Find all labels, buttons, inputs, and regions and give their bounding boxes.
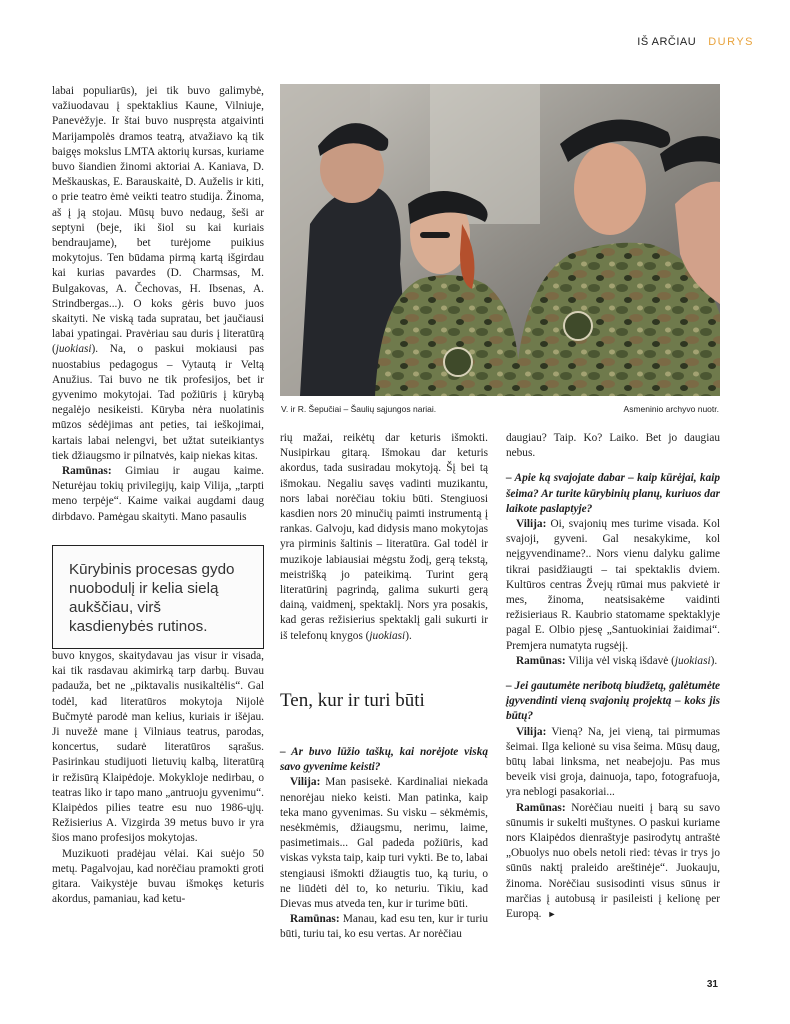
text-run: Manau, kad esu ten, kur ir turiu būti, turiu tai, ko esu vertas. Ar norėčiau bbox=[280, 913, 488, 941]
speaker-name: Ramūnas: bbox=[290, 913, 340, 926]
speaker-name: Ramūnas: bbox=[516, 801, 566, 814]
column-1-top bbox=[52, 84, 264, 525]
text-run: Man pasisekė. Kardinaliai niekada nenorėjau nieko keisti. Man patinka, kaip teka mano gyvenimas. Su visku – sėkmėmis, nesėkmėmis, džiaugsmu, nerimu, laime, pasimetimais... Gal padeda požiūris, kad viskas vyksta taip, kaip turi vykti. Be to, labai stengiausi išmokti džiaugtis tuo, ką turiu, o ne liūdėti dėl to, ko neturiu. Tikiu, kad Dievas mus atveda ten, kur ir turime būti. bbox=[280, 776, 488, 911]
speaker-name: Vilija: bbox=[516, 725, 547, 738]
column-1-bottom bbox=[52, 649, 264, 907]
italic-aside: juokiasi bbox=[55, 343, 92, 356]
italic-aside: juokiasi bbox=[369, 629, 406, 642]
photo-credit: Asmeninio archyvo nuotr. bbox=[623, 404, 719, 414]
speaker-name: Ramūnas: bbox=[516, 654, 566, 667]
speaker-name: Ramūnas: bbox=[62, 465, 112, 478]
spacer bbox=[506, 669, 720, 679]
paragraph bbox=[280, 775, 488, 912]
text-run: Vilija vėl viską išdavė ( bbox=[565, 654, 675, 667]
interview-question: – Apie ką svajojate dabar – kaip kūrėjai, kaip šeima? Ar turite kūrybinių planų, kuriuos dar laikote paslaptyje? bbox=[506, 472, 720, 515]
paragraph bbox=[52, 84, 264, 464]
interview-question: – Ar buvo lūžio taškų, kai norėjote viską savo gyvenime keisti? bbox=[280, 746, 488, 774]
page-header bbox=[637, 36, 754, 48]
column-2-top bbox=[280, 431, 488, 644]
interview-question: – Jei gautumėte neribotą biudžetą, galėtumėte įgyvendinti vieną svajonių projektą – koks jis būtų? bbox=[506, 680, 721, 723]
italic-aside: juokiasi bbox=[674, 654, 711, 667]
photo-illustration bbox=[280, 84, 720, 396]
page-number: 31 bbox=[706, 979, 718, 990]
paragraph bbox=[506, 517, 720, 654]
paragraph: buvo knygos, skaitydavau jas visur ir visada, kai tik rasdavau akimirką tarp darbų. Buvau padauža, bet ne „piktavalis nusikaltėlis“. Gal todėl, kad literatūros mokytoja Nijolė Bučmytė parodė man kelius, kuriais ir išėjau. Ji nuvežė mane į Vilniaus teatrus, parodas, koncertus, sudarė literatūros sąrašus. Pasirinkau studijuoti lietuvių kalbą, literatūrą ir režisūrą Klaipėdoje. Mokykloje nedirbau, o teatras liko ir tapo mano „antruoju gyvenimu“. Klaipėdos pilies teatre esu nuo 1986-ųjų. Režisierius A. Vizgirda 39 metus buvo ir yra šios mano profesijos mokytojas. bbox=[52, 650, 264, 845]
spacer bbox=[506, 461, 720, 471]
paragraph bbox=[506, 801, 720, 923]
paragraph bbox=[52, 464, 264, 525]
column-3 bbox=[506, 431, 720, 922]
text-run: ). bbox=[710, 654, 718, 667]
paragraph: daugiau? Taip. Ko? Laiko. Bet jo daugiau nebus. bbox=[506, 432, 720, 460]
paragraph bbox=[506, 654, 720, 669]
text-run: labai populiarūs), jei tik buvo galimybė, važiuodavau į spektaklius Kaune, Vilniuje, Panevėžyje. Ir štai buvo nuspręsta atgaivinti Marijampolės dramos teatrą, atvažiavo ką tik baigęs mokslus LMTA aktorių kursas, kuriame buvo šiandien žinomi aktoriai A. Kaniava, D. Meškauskas, E. Barauskaitė, D. Auželis ir kiti, o prie teatro ėmė veikti teatro studija. Žinoma, aš į ją stojau. Mūsų buvo nedaug, šeši ar septyni (beje, iki šiol su kai kuriais bendraujame), bet turėjome puikius mokytojus. Ten būdama pirmą kartą išgirdau kai kurias pavardes (D. Charmsas, M. Bulgakovas, A. Čechovas, H. Ibsenas, A. Strindbergas...). O koks gėris buvo juos skaityti. Ne viską tada supratau, bet jaučiausi labai ypatingai. Pravėriau sau duris į literatūrą ( bbox=[52, 85, 264, 356]
pull-quote: Kūrybinis procesas gydo nuobodulį ir kelia sielą aukščiau, virš kasdienybės rutinos. bbox=[52, 545, 264, 649]
text-run: rių mažai, reikėtų dar keturis išmokti. Nusipirkau gitarą. Išmokau dar keturis akordus, tada susiradau mokytoją. Šį bei tą išmokau. Negaliu savęs vadinti muzikantu, nors labai norėčiau tokiu būti. Stengiuosi kasdien nors 20 minučių paimti instrumentą į rankas. Galvoju, kad didysis mano mokytojas yra pirminis šaltinis – literatūra. Gal todėl ir muzikoje labiausiai mėgstu žodį, gerą tekstą, meistrišką jo pateikimą. Turint gerą literatūrinį pagrindą, galima sukurti gerą dainą, vaidmenį, spektaklį. Nors yra posakis, kad geras režisierius spektaklį gali sukurti ir iš telefonų knygos ( bbox=[280, 432, 488, 642]
section-subheading: Ten, kur ir turi būti bbox=[280, 690, 425, 711]
speaker-name: Vilija: bbox=[290, 776, 321, 789]
paragraph: Muzikuoti pradėjau vėlai. Kai suėjo 50 metų. Pagalvojau, kad norėčiau pramokti groti gitara. Vaikystėje buvau išmokęs keturis akordus, pamaniau, kad ketu- bbox=[52, 847, 264, 906]
article-photo bbox=[280, 84, 720, 396]
speaker-name: Vilija: bbox=[516, 518, 547, 531]
text-run: ). bbox=[405, 629, 412, 642]
paragraph bbox=[280, 912, 488, 942]
text-run: ). Na, o paskui mokiausi pas nuostabius pedagogus – Vytautą ir Veltą Anužius. Tai buvo ne tik profesijos, bet ir gyvenimo mokytojai. Tad požiūris į kūrybą negalėjo nesikeisti. Kūryba nėra nuolatinis mūzos sėdėjimas ant peties, tai ieškojimai, kartais labai nelengvi, bet užtat suteikiantys tiek džiaugsmo ir pilnatvės, kaip niekas kitas. bbox=[52, 343, 264, 462]
text-run: Norėčiau nueiti į barą su savo sūnumis ir sukelti muštynes. O paskui kuriame nors Klaipėdos dienraštyje pasirodytų antraštė „Obuolys nuo obels netoli ried: tėvas ir trys jo sūnūs naktį praleido areštinėje“. Juokauju, žinoma. Norėčiau susisodinti visus sūnus ir marčias į autobusą ir pasileisti į kelionę per Europą. bbox=[506, 801, 720, 921]
text-run: Vieną? Na, jei vieną, tai pirmumas šeimai. Ilga kelionė su visa šeima. Mūsų daug, būtų labai linksma, net neabejoju. Pas mus beveik visi groja, dainuoja, tapo, fotografuoja, yra neblogi pasakoriai... bbox=[506, 725, 720, 799]
text-run: Gimiau ir augau kaime. Neturėjau tokių privilegijų, kaip Vilija, „tarpti meno terpėje“. Kaime vaikai augdami daug dirbdavo. Pamėgau skaityti. Mano pasaulis bbox=[52, 465, 264, 523]
magazine-name: DURYS bbox=[708, 36, 754, 48]
paragraph bbox=[280, 431, 488, 644]
photo-caption: V. ir R. Šepučiai – Šaulių sąjungos nariai. bbox=[281, 404, 437, 414]
continue-arrow-icon: ► bbox=[547, 909, 557, 920]
column-2-bottom bbox=[280, 745, 488, 943]
text-run: Oi, svajonių mes turime visada. Kol svajoji, gyveni. Gal nesakykime, kol neįgyvendiname?.. Nors vienu dalyku galime tikrai pasidžiaugti – tai spektaklis dviem. Kultūros centras Žvejų rūmai mus pakvietė ir mes, žinoma, neatsisakėme vaidinti režisieriaus R. Kaubrio statomame spektaklyje pagal E. Olbio pjesę „Santuokiniai žaidimai“. Premjera numatyta rugsėjį. bbox=[506, 518, 720, 652]
section-name: IŠ ARČIAU bbox=[637, 36, 697, 48]
paragraph bbox=[506, 725, 720, 801]
